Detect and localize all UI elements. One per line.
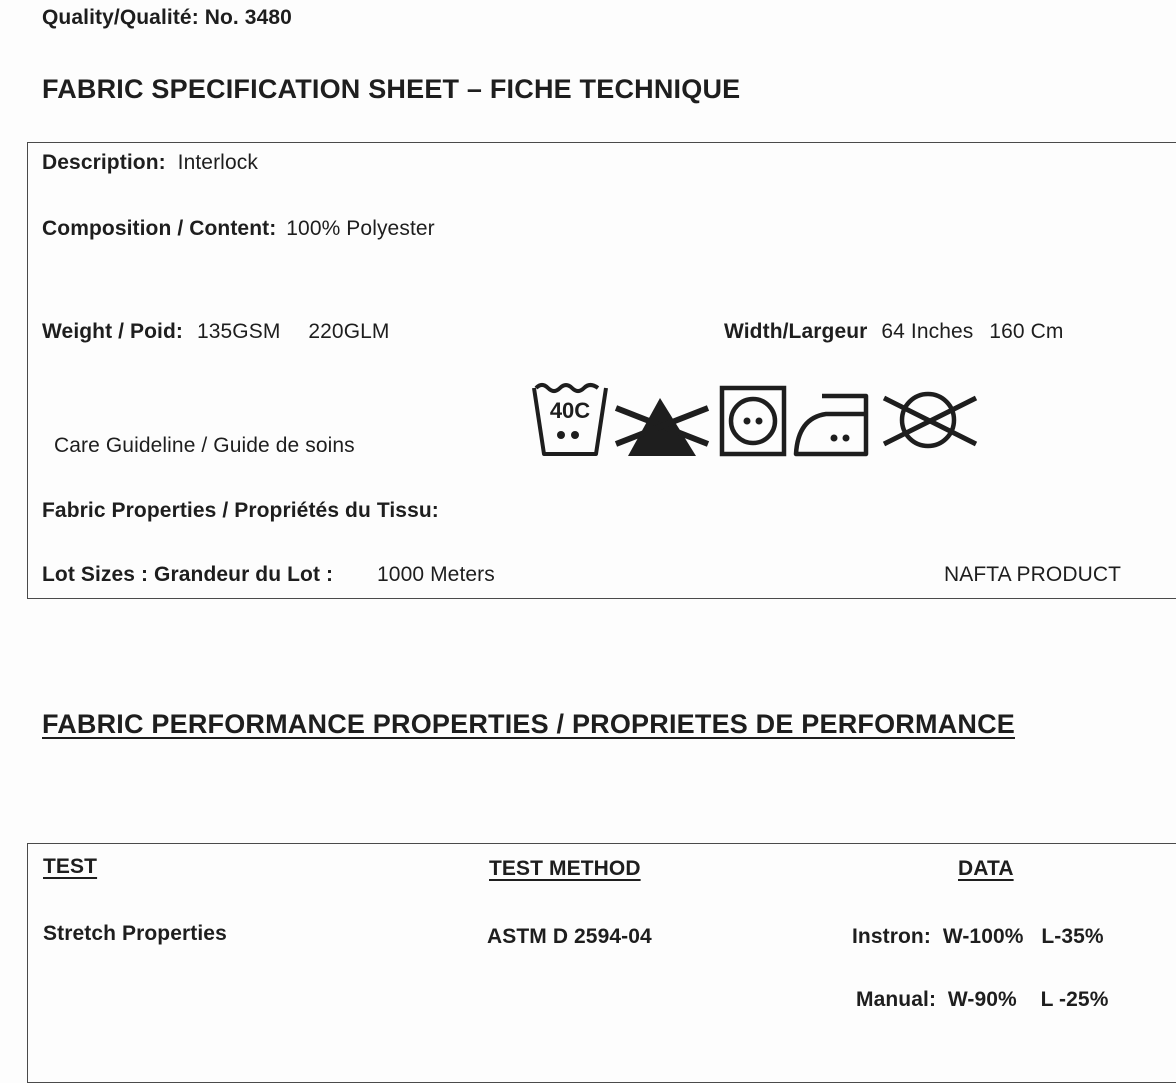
- row-data-manual: Manual: W-90% L -25%: [856, 988, 1109, 1011]
- description-row: [42, 151, 258, 175]
- bleach-not-allowed-icon: [616, 398, 708, 456]
- row-data-instron: Instron: W-100% L-35%: [852, 925, 1104, 948]
- weight-gsm: 135GSM: [196, 320, 281, 343]
- width-row: [724, 320, 1063, 344]
- wash-40c-icon: [534, 385, 606, 454]
- specification-box: [27, 142, 1176, 599]
- composition-value: 100% Polyester: [286, 217, 435, 240]
- column-header-test: TEST: [43, 855, 98, 878]
- description-label: Description:: [42, 151, 166, 174]
- weight-glm: 220GLM: [308, 320, 390, 343]
- width-cm: 160 Cm: [989, 320, 1064, 343]
- width-inches: 64 Inches: [881, 320, 974, 343]
- row-test-name: Stretch Properties: [43, 922, 227, 945]
- composition-row: [42, 217, 435, 241]
- lot-size-value: 1000 Meters: [377, 563, 495, 586]
- lot-size-row: [42, 563, 495, 587]
- weight-row: [42, 320, 390, 344]
- fabric-properties-label: Fabric Properties / Propriétés du Tissu:: [42, 499, 439, 522]
- weight-label: Weight / Poid:: [42, 320, 183, 343]
- column-header-data: DATA: [958, 857, 1014, 880]
- care-guideline-label: Care Guideline / Guide de soins: [54, 434, 355, 457]
- description-value: Interlock: [177, 151, 258, 174]
- lot-size-label: Lot Sizes : Grandeur du Lot :: [42, 563, 334, 586]
- iron-medium-icon: [796, 396, 866, 454]
- quality-number: Quality/Qualité: No. 3480: [42, 6, 292, 29]
- nafta-product: NAFTA PRODUCT: [944, 563, 1122, 586]
- composition-label: Composition / Content:: [42, 217, 277, 240]
- tumble-dry-medium-icon: [722, 388, 784, 454]
- performance-title: FABRIC PERFORMANCE PROPERTIES / PROPRIETES DE PERFORMANCE: [42, 709, 1015, 739]
- row-test-method: ASTM D 2594-04: [487, 925, 652, 948]
- care-symbols-strip: [530, 380, 990, 466]
- width-label: Width/Largeur: [724, 320, 868, 343]
- column-header-test-method: TEST METHOD: [489, 857, 641, 880]
- do-not-dry-clean-icon: [884, 394, 976, 446]
- care-symbols: [530, 380, 990, 466]
- sheet-title: FABRIC SPECIFICATION SHEET – FICHE TECHNIQUE: [42, 74, 741, 104]
- wash-temp-label: 40C: [549, 398, 591, 423]
